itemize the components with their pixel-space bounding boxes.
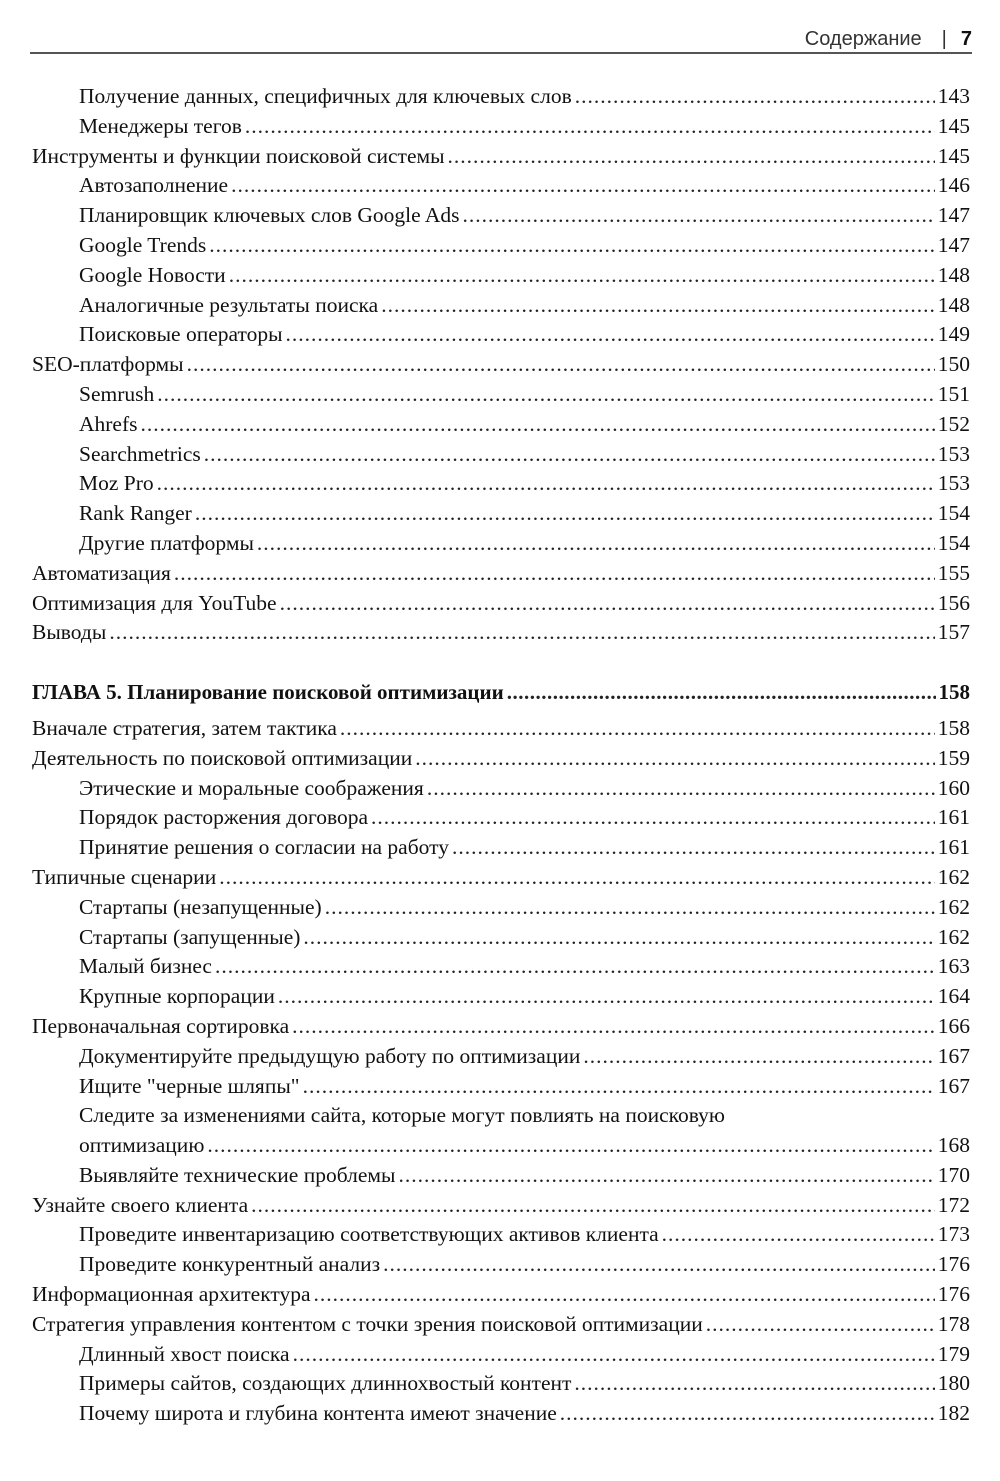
toc-entry-page: 158	[937, 715, 970, 740]
toc-entry-page: 160	[937, 775, 970, 800]
toc-entry[interactable]	[32, 559, 970, 589]
dot-leader	[278, 982, 935, 1012]
dot-leader	[257, 529, 935, 559]
dot-leader	[574, 1369, 934, 1399]
toc-entry-page: 154	[937, 530, 970, 555]
toc-entry-page: 148	[937, 292, 970, 317]
section-title: Содержание	[804, 28, 922, 50]
toc-subentry[interactable]	[32, 231, 970, 261]
toc-entry-page: 166	[937, 1013, 970, 1038]
chapter-page: 158	[938, 680, 970, 705]
dot-leader	[286, 320, 935, 350]
toc-entry-title: Выводы	[32, 620, 107, 645]
dot-leader	[398, 1161, 934, 1191]
dot-leader	[251, 1191, 935, 1221]
toc-entry-page: 143	[937, 84, 970, 108]
toc-entry-title: Почему широта и глубина контента имеют значение	[79, 1401, 557, 1426]
toc-subentry[interactable]	[32, 893, 970, 923]
toc-entry-page: 153	[937, 471, 970, 496]
toc-entry-title: Moz Pro	[79, 471, 154, 496]
toc-entry-title: SEO-платформы	[32, 352, 184, 377]
toc-subentry[interactable]	[32, 410, 970, 440]
toc-entry-title: Длинный хвост поиска	[79, 1341, 290, 1366]
toc-entry-page: 167	[937, 1043, 970, 1068]
dot-leader	[340, 714, 935, 744]
dot-leader	[583, 1042, 934, 1072]
toc-entry[interactable]	[32, 1280, 970, 1310]
toc-entry[interactable]	[32, 744, 970, 774]
toc-entry-page: 176	[937, 1252, 970, 1277]
dot-leader	[292, 1012, 935, 1042]
toc-entry-page: 162	[937, 894, 970, 919]
toc-entry-title: Google Новости	[79, 262, 226, 287]
toc-subentry[interactable]	[32, 952, 970, 982]
toc-entry-title: Малый бизнес	[79, 954, 212, 979]
toc-entry-page: 155	[937, 560, 970, 585]
dot-leader	[325, 893, 935, 923]
dot-leader	[157, 469, 935, 499]
toc-subentry[interactable]	[32, 1072, 970, 1102]
toc-entry-title: Автозаполнение	[79, 173, 229, 198]
toc-entry-title: Этические и моральные соображения	[79, 775, 424, 800]
dot-leader	[381, 291, 935, 321]
chapter-heading[interactable]	[32, 678, 970, 708]
toc-entry-page: 162	[937, 864, 970, 889]
toc-entry-page: 161	[937, 835, 970, 860]
toc-subentry[interactable]	[32, 1369, 970, 1399]
dot-leader	[187, 350, 935, 380]
dot-leader	[706, 1310, 935, 1340]
toc-subentry[interactable]	[32, 803, 970, 833]
toc-subentry[interactable]	[32, 380, 970, 410]
toc-chapter-entries-cont	[32, 1161, 970, 1429]
toc-entry-page: 150	[937, 352, 970, 377]
toc-entry[interactable]	[32, 714, 970, 744]
toc-entry-page: 162	[937, 924, 970, 949]
toc-entry-title: Принятие решения о согласии на работу	[79, 835, 449, 860]
dot-leader	[280, 589, 935, 619]
page-header	[30, 28, 972, 54]
dot-leader	[463, 201, 935, 231]
toc-entry-title: Менеджеры тегов	[79, 113, 242, 138]
toc-entry-page: 152	[937, 411, 970, 436]
toc-entry-page: 156	[937, 590, 970, 615]
toc-entry-page: 163	[937, 954, 970, 979]
toc-entry-title: Semrush	[79, 381, 155, 406]
toc-entry-title: Ahrefs	[79, 411, 138, 436]
toc-entry[interactable]	[32, 350, 970, 380]
toc-entry-title: Google Trends	[79, 232, 207, 257]
toc-entry-title: Получение данных, специфичных для ключевых слов	[79, 84, 572, 108]
dot-leader	[303, 923, 934, 953]
toc-entry-title: Ищите "черные шляпы"	[79, 1073, 300, 1098]
toc-entry-title: Крупные корпорации	[79, 984, 275, 1009]
toc-subentry[interactable]	[32, 499, 970, 529]
dot-leader	[207, 1131, 934, 1161]
toc-entry-title: Информационная архитектура	[32, 1282, 311, 1307]
dot-leader	[415, 744, 935, 774]
toc-entry-page: 167	[937, 1073, 970, 1098]
toc-subentry[interactable]	[32, 171, 970, 201]
toc-entry-title: Вначале стратегия, затем тактика	[32, 715, 337, 740]
toc-entry-title: Другие платформы	[79, 530, 254, 555]
toc-subentry[interactable]	[32, 112, 970, 142]
toc-entry-page: 178	[937, 1311, 970, 1336]
toc-entry-title: Аналогичные результаты поиска	[79, 292, 379, 317]
toc-entry-page: 145	[937, 113, 970, 138]
toc-subentry[interactable]	[32, 82, 970, 112]
toc-chapter-entries	[32, 714, 970, 1101]
toc-entry-page: 153	[937, 441, 970, 466]
toc-subentry[interactable]	[32, 291, 970, 321]
dot-leader	[293, 1340, 935, 1370]
toc-entry-page: 168	[937, 1133, 970, 1158]
toc-subentry[interactable]	[32, 1399, 970, 1429]
toc-entry-title: Типичные сценарии	[32, 864, 217, 889]
toc-entry[interactable]	[32, 618, 970, 648]
dot-leader	[448, 142, 935, 172]
toc-entry-page: 147	[937, 203, 970, 228]
toc-subentry[interactable]	[32, 923, 970, 953]
dot-leader	[383, 1250, 935, 1280]
dot-leader	[371, 803, 935, 833]
dot-leader	[314, 1280, 935, 1310]
toc-subentry[interactable]	[32, 440, 970, 470]
toc-entry-page: 157	[937, 620, 970, 645]
toc-entry-page: 170	[937, 1162, 970, 1187]
toc-subentry[interactable]	[32, 1220, 970, 1250]
toc-subentry[interactable]	[32, 469, 970, 499]
toc-subentry[interactable]	[32, 201, 970, 231]
toc-entry-title: оптимизацию	[79, 1133, 205, 1158]
dot-leader	[219, 863, 935, 893]
toc-entry-wrapped[interactable]	[32, 1131, 970, 1161]
toc-entry-page: 149	[937, 322, 970, 347]
toc-entry-page: 164	[937, 984, 970, 1009]
chapter-title: ГЛАВА 5. Планирование поисковой оптимизации	[32, 680, 504, 705]
toc-entry-page: 159	[937, 745, 970, 770]
toc-entry[interactable]	[32, 1310, 970, 1340]
toc-entry-title: Проведите конкурентный анализ	[79, 1252, 381, 1277]
toc-subentry[interactable]	[32, 833, 970, 863]
toc-entry[interactable]	[32, 1191, 970, 1221]
toc-entry-page: 182	[937, 1401, 970, 1426]
toc-subentry[interactable]	[32, 1161, 970, 1191]
toc-subentry[interactable]	[32, 774, 970, 804]
toc-subentry[interactable]	[32, 261, 970, 291]
toc-subentry[interactable]	[32, 982, 970, 1012]
toc-entry-page: 145	[937, 143, 970, 168]
dot-leader	[575, 82, 935, 112]
header-separator: |	[941, 28, 947, 50]
toc-entry-title: Порядок расторжения договора	[79, 805, 369, 830]
dot-leader	[204, 440, 935, 470]
toc-subentry[interactable]	[32, 1250, 970, 1280]
toc-entry-page: 154	[937, 501, 970, 526]
toc-entry-title: Проведите инвентаризацию соответствующих активов клиента	[79, 1222, 659, 1247]
toc-entry-page: 180	[937, 1371, 970, 1396]
toc-subentry[interactable]	[32, 1042, 970, 1072]
dot-leader	[215, 952, 935, 982]
dot-leader	[507, 678, 936, 708]
dot-leader	[229, 261, 935, 291]
toc-entry-title: Инструменты и функции поисковой системы	[32, 143, 445, 168]
toc-entry[interactable]	[32, 863, 970, 893]
toc-entry-page: 173	[937, 1222, 970, 1247]
running-head	[805, 28, 972, 51]
dot-leader	[560, 1399, 935, 1429]
toc-entry-page: 148	[937, 262, 970, 287]
toc-entry-title: Узнайте своего клиента	[32, 1192, 249, 1217]
toc-entry[interactable]	[32, 142, 970, 172]
toc-entry-page: 172	[937, 1192, 970, 1217]
toc-entry-page: 146	[937, 173, 970, 198]
toc-entry-wrapped-line1[interactable]: Следите за изменениями сайта, которые могут повлиять на поисковую	[79, 1103, 725, 1128]
toc-entry-page: 176	[937, 1282, 970, 1307]
toc-entry[interactable]	[32, 589, 970, 619]
toc-entry-page: 161	[937, 805, 970, 830]
dot-leader	[662, 1220, 935, 1250]
toc-subentry[interactable]	[32, 320, 970, 350]
toc-entry-page: 179	[937, 1341, 970, 1366]
toc-subentry[interactable]	[32, 529, 970, 559]
toc-entry-title: Стратегия управления контентом с точки зрения поисковой оптимизации	[32, 1311, 703, 1336]
dot-leader	[303, 1072, 935, 1102]
toc-entry-title: Первоначальная сортировка	[32, 1013, 290, 1038]
toc-entry-title: Стартапы (незапущенные)	[79, 894, 322, 919]
dot-leader	[231, 171, 935, 201]
toc-entry-title: Примеры сайтов, создающих длиннохвостый контент	[79, 1371, 572, 1396]
dot-leader	[109, 618, 934, 648]
dot-leader	[141, 410, 935, 440]
table-of-contents	[32, 82, 970, 1429]
toc-subentry[interactable]	[32, 1340, 970, 1370]
toc-entry-title: Выявляйте технические проблемы	[79, 1162, 396, 1187]
toc-entry-title: Rank Ranger	[79, 501, 192, 526]
dot-leader	[452, 833, 935, 863]
toc-entry-title: Деятельность по поисковой оптимизации	[32, 745, 413, 770]
toc-entry-title: Поисковые операторы	[79, 322, 283, 347]
dot-leader	[209, 231, 935, 261]
toc-entry-title: Автоматизация	[32, 560, 171, 585]
dot-leader	[427, 774, 935, 804]
toc-entry-title: Документируйте предыдущую работу по оптимизации	[79, 1043, 581, 1068]
toc-entry-title: Стартапы (запущенные)	[79, 924, 301, 949]
toc-entry-title: Оптимизация для YouTube	[32, 590, 277, 615]
dot-leader	[195, 499, 935, 529]
dot-leader	[174, 559, 935, 589]
toc-entry[interactable]	[32, 1012, 970, 1042]
dot-leader	[245, 112, 935, 142]
dot-leader	[157, 380, 935, 410]
toc-entry-title: Планировщик ключевых слов Google Ads	[79, 203, 460, 228]
page-number: 7	[960, 28, 972, 50]
toc-entry-page: 151	[937, 381, 970, 406]
toc-entry-page: 147	[937, 232, 970, 257]
toc-section-continued	[32, 82, 970, 648]
toc-entry-title: Searchmetrics	[79, 441, 201, 466]
